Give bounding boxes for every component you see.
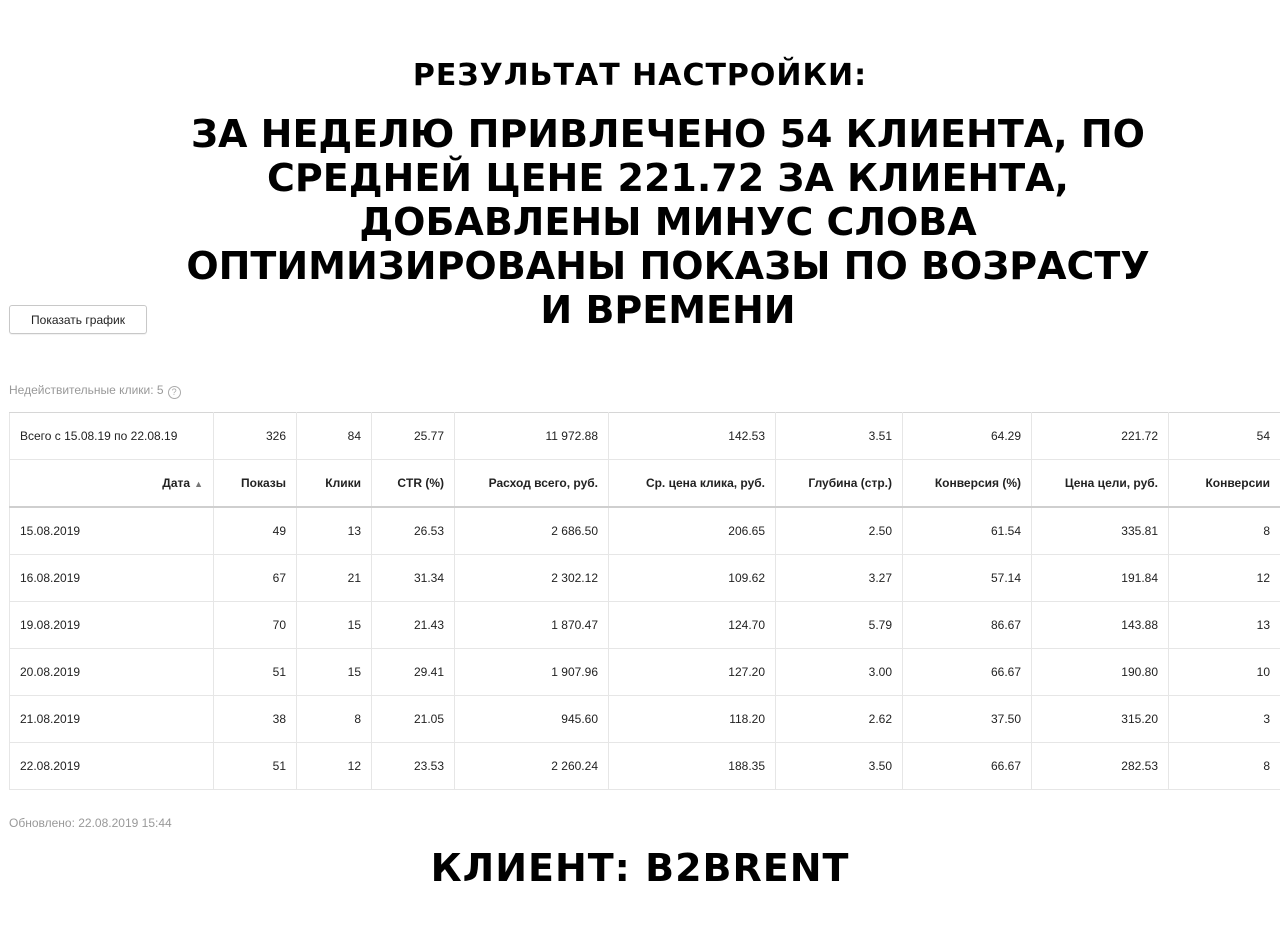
table-cell: 38 <box>214 696 297 743</box>
column-header-label: CTR (%) <box>397 476 444 490</box>
table-cell: 191.84 <box>1032 555 1169 602</box>
table-cell: 21 <box>297 555 372 602</box>
sort-asc-icon: ▲ <box>194 479 203 489</box>
table-cell: 2 302.12 <box>455 555 609 602</box>
column-header[interactable] <box>903 460 1032 508</box>
totals-row <box>10 413 1280 460</box>
totals-cell: 326 <box>214 413 297 460</box>
totals-cell: 3.51 <box>776 413 903 460</box>
table-cell: 21.05 <box>372 696 455 743</box>
totals-cell: Всего с 15.08.19 по 22.08.19 <box>10 413 214 460</box>
table-cell: 22.08.2019 <box>10 743 214 790</box>
table-cell: 2.50 <box>776 507 903 555</box>
table-row <box>10 743 1280 790</box>
column-header[interactable] <box>609 460 776 508</box>
result-summary: ЗА НЕДЕЛЮ ПРИВЛЕЧЕНО 54 КЛИЕНТА, ПО СРЕДНЕЙ ЦЕНЕ 221.72 ЗА КЛИЕНТА, ДОБАВЛЕНЫ МИНУС СЛОВА ОПТИМИЗИРОВАНЫ ПОКАЗЫ ПО ВОЗРАСТУ И ВРЕМЕНИ <box>186 112 1150 332</box>
column-header-label: Глубина (стр.) <box>808 476 892 490</box>
table-cell: 21.43 <box>372 602 455 649</box>
table-cell: 8 <box>1169 743 1280 790</box>
show-chart-button[interactable]: Показать график <box>9 305 147 334</box>
table-cell: 49 <box>214 507 297 555</box>
totals-cell: 11 972.88 <box>455 413 609 460</box>
table-row <box>10 555 1280 602</box>
table-cell: 29.41 <box>372 649 455 696</box>
table-cell: 3.50 <box>776 743 903 790</box>
table-cell: 143.88 <box>1032 602 1169 649</box>
table-row <box>10 507 1280 555</box>
invalid-clicks-note <box>9 383 181 399</box>
column-header[interactable] <box>10 460 214 508</box>
table-cell: 67 <box>214 555 297 602</box>
table-cell: 335.81 <box>1032 507 1169 555</box>
column-header[interactable] <box>1169 460 1280 508</box>
table-cell: 70 <box>214 602 297 649</box>
table-cell: 3.00 <box>776 649 903 696</box>
table-cell: 315.20 <box>1032 696 1169 743</box>
invalid-clicks-text: Недействительные клики: 5 <box>9 383 164 397</box>
table-cell: 57.14 <box>903 555 1032 602</box>
table-cell: 12 <box>297 743 372 790</box>
table-cell: 15 <box>297 649 372 696</box>
table-cell: 15.08.2019 <box>10 507 214 555</box>
table-cell: 282.53 <box>1032 743 1169 790</box>
table-cell: 86.67 <box>903 602 1032 649</box>
table-cell: 945.60 <box>455 696 609 743</box>
header-row <box>10 460 1280 508</box>
table-cell: 19.08.2019 <box>10 602 214 649</box>
table-cell: 66.67 <box>903 743 1032 790</box>
column-header-label: Цена цели, руб. <box>1064 476 1158 490</box>
client-name: КЛИЕНТ: B2BRENT <box>430 846 850 890</box>
table-cell: 15 <box>297 602 372 649</box>
column-header-label: Ср. цена клика, руб. <box>645 476 765 490</box>
table-cell: 20.08.2019 <box>10 649 214 696</box>
table-cell: 3.27 <box>776 555 903 602</box>
updated-timestamp: Обновлено: 22.08.2019 15:44 <box>9 816 172 830</box>
table-cell: 206.65 <box>609 507 776 555</box>
column-header-label: Конверсии <box>1205 476 1270 490</box>
table-row <box>10 649 1280 696</box>
column-header[interactable] <box>455 460 609 508</box>
table-cell: 118.20 <box>609 696 776 743</box>
table-cell: 1 870.47 <box>455 602 609 649</box>
column-header[interactable] <box>1032 460 1169 508</box>
table-cell: 12 <box>1169 555 1280 602</box>
column-header-label: Расход всего, руб. <box>488 476 598 490</box>
table-cell: 5.79 <box>776 602 903 649</box>
totals-cell: 25.77 <box>372 413 455 460</box>
table-cell: 190.80 <box>1032 649 1169 696</box>
table-cell: 188.35 <box>609 743 776 790</box>
table-cell: 3 <box>1169 696 1280 743</box>
table-cell: 61.54 <box>903 507 1032 555</box>
table-cell: 109.62 <box>609 555 776 602</box>
totals-cell: 221.72 <box>1032 413 1169 460</box>
table-cell: 10 <box>1169 649 1280 696</box>
table-cell: 127.20 <box>609 649 776 696</box>
table-cell: 16.08.2019 <box>10 555 214 602</box>
column-header[interactable] <box>214 460 297 508</box>
totals-cell: 84 <box>297 413 372 460</box>
table-row <box>10 602 1280 649</box>
table-row <box>10 696 1280 743</box>
table-cell: 2 260.24 <box>455 743 609 790</box>
table-cell: 31.34 <box>372 555 455 602</box>
column-header[interactable] <box>372 460 455 508</box>
table-cell: 21.08.2019 <box>10 696 214 743</box>
result-heading: РЕЗУЛЬТАТ НАСТРОЙКИ: <box>412 58 868 93</box>
column-header-label: Конверсия (%) <box>934 476 1021 490</box>
table-cell: 51 <box>214 649 297 696</box>
table-cell: 23.53 <box>372 743 455 790</box>
table-cell: 2.62 <box>776 696 903 743</box>
column-header-label: Клики <box>325 476 361 490</box>
table-cell: 37.50 <box>903 696 1032 743</box>
column-header[interactable] <box>776 460 903 508</box>
totals-cell: 54 <box>1169 413 1280 460</box>
table-cell: 13 <box>297 507 372 555</box>
help-icon[interactable]: ? <box>168 386 181 399</box>
totals-cell: 142.53 <box>609 413 776 460</box>
totals-cell: 64.29 <box>903 413 1032 460</box>
table-cell: 1 907.96 <box>455 649 609 696</box>
column-header-label: Дата <box>162 476 191 490</box>
table-cell: 8 <box>297 696 372 743</box>
table-cell: 26.53 <box>372 507 455 555</box>
column-header-label: Показы <box>241 476 286 490</box>
table-cell: 8 <box>1169 507 1280 555</box>
table-cell: 124.70 <box>609 602 776 649</box>
table-cell: 66.67 <box>903 649 1032 696</box>
column-header[interactable] <box>297 460 372 508</box>
table-cell: 51 <box>214 743 297 790</box>
table-cell: 2 686.50 <box>455 507 609 555</box>
table-cell: 13 <box>1169 602 1280 649</box>
stats-table <box>9 412 1280 790</box>
